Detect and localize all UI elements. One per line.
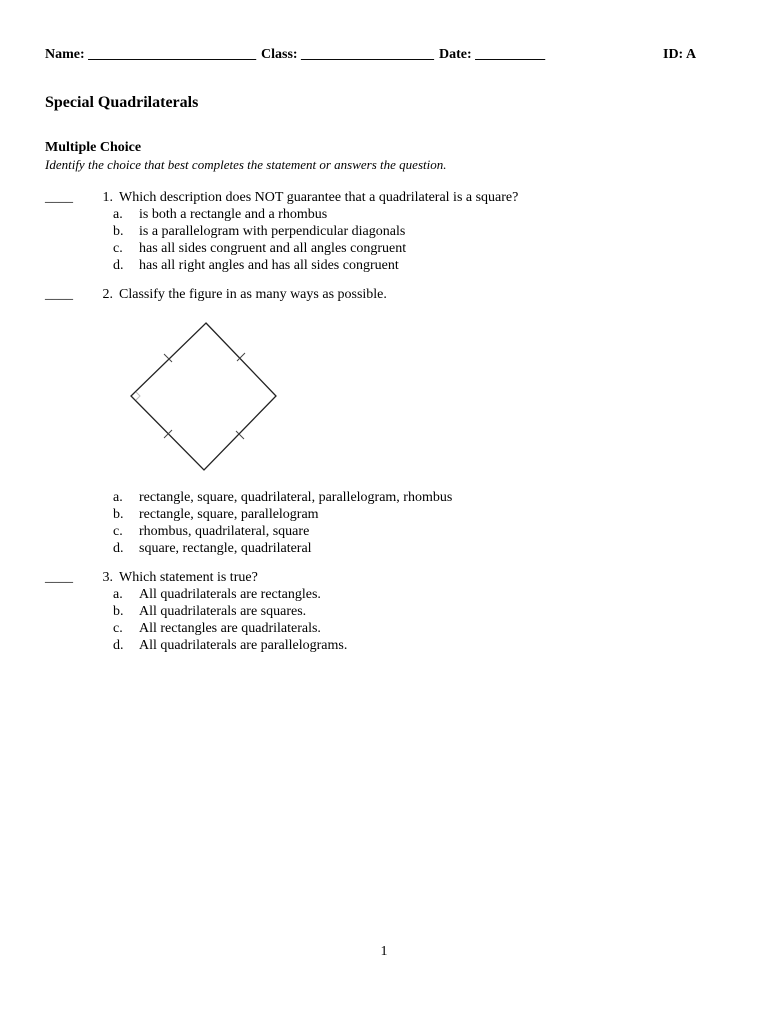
page-title: Special Quadrilaterals (45, 94, 199, 111)
choice-text: rectangle, square, parallelogram (139, 507, 319, 522)
choice-letter: b. (113, 507, 124, 522)
choice-letter: d. (113, 638, 124, 653)
choice-1d (113, 258, 399, 274)
choice-letter: d. (113, 258, 124, 273)
question-2 (45, 287, 387, 303)
choice-3b (113, 604, 306, 620)
choice-text: rectangle, square, quadrilateral, parallelogram, rhombus (139, 490, 453, 505)
choice-1b (113, 224, 405, 240)
choice-2d (113, 541, 312, 557)
question-number: 3. (102, 570, 113, 585)
choice-letter: a. (113, 207, 123, 222)
choice-letter: d. (113, 541, 124, 556)
question-text: Classify the figure in as many ways as possible. (119, 287, 387, 302)
choice-letter: c. (113, 241, 123, 256)
choice-text: All quadrilaterals are squares. (139, 604, 307, 619)
choice-3a (113, 587, 321, 603)
section-instructions: Identify the choice that best completes the statement or answers the question. (45, 157, 447, 172)
answer-blank: ____ (45, 190, 73, 205)
choice-letter: c. (113, 621, 123, 636)
answer-blank: ____ (45, 570, 73, 585)
choice-1c (113, 241, 406, 257)
question-1 (45, 190, 518, 206)
choice-text: has all sides congruent and all angles congruent (139, 241, 407, 256)
choice-letter: a. (113, 490, 123, 505)
choice-text: square, rectangle, quadrilateral (139, 541, 312, 556)
page-number: 1 (380, 944, 388, 959)
choice-2a (113, 490, 452, 506)
question-3 (45, 570, 258, 586)
choice-2b (113, 507, 319, 523)
name-field-label: Name: ________________________ (45, 47, 257, 62)
figure-background (120, 312, 290, 480)
choice-text: has all right angles and has all sides congruent (139, 258, 399, 273)
test-id-label: ID: A (663, 47, 697, 62)
choice-letter: b. (113, 604, 124, 619)
square-figure-diagram (120, 312, 290, 480)
choice-letter: b. (113, 224, 124, 239)
choice-3d (113, 638, 347, 654)
choice-text: All rectangles are quadrilaterals. (139, 621, 321, 636)
choice-text: is a parallelogram with perpendicular diagonals (139, 224, 406, 239)
section-heading: Multiple Choice (45, 140, 142, 155)
class-field-label: Class: ___________________ (261, 47, 435, 62)
choice-2c (113, 524, 309, 540)
choice-text: rhombus, quadrilateral, square (139, 524, 310, 539)
choice-letter: c. (113, 524, 123, 539)
choice-text: All quadrilaterals are rectangles. (139, 587, 321, 602)
choice-letter: a. (113, 587, 123, 602)
question-text: Which statement is true? (119, 570, 258, 585)
choice-text: All quadrilaterals are parallelograms. (139, 638, 348, 653)
choice-3c (113, 621, 321, 637)
choice-1a (113, 207, 327, 223)
date-field-label: Date: __________ (439, 47, 546, 62)
question-number: 2. (102, 287, 113, 302)
question-text: Which description does NOT guarantee that a quadrilateral is a square? (119, 190, 519, 205)
question-number: 1. (102, 190, 113, 205)
choice-text: is both a rectangle and a rhombus (139, 207, 328, 222)
answer-blank: ____ (45, 287, 73, 302)
